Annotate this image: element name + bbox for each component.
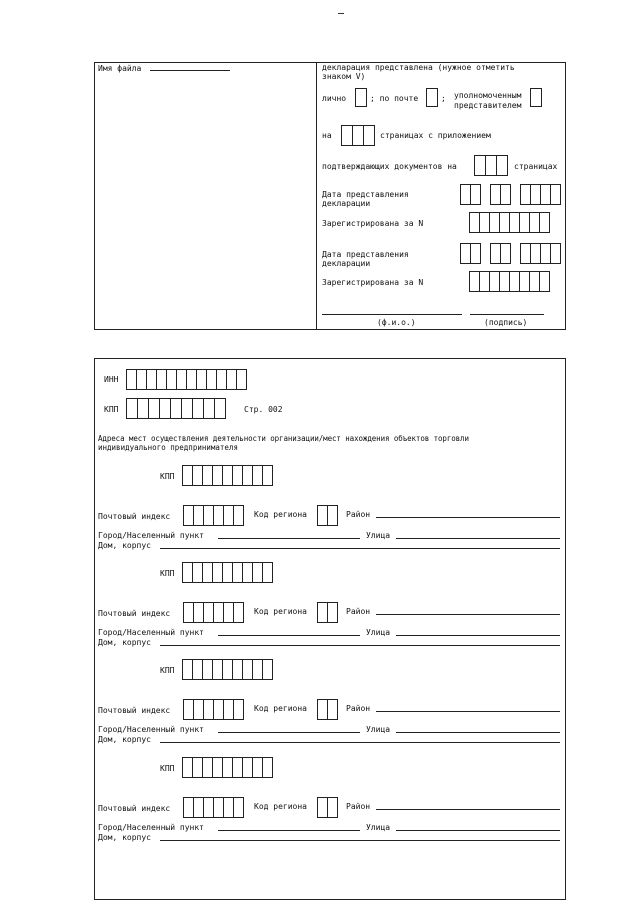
region-code-boxes[interactable]	[317, 505, 338, 526]
city-label: Город/Населенный пункт	[98, 628, 204, 637]
city-field[interactable]	[218, 830, 360, 831]
filename-label: Имя файла	[98, 64, 142, 73]
block-kpp-boxes-cell[interactable]	[262, 465, 273, 486]
district-label: Район	[346, 510, 371, 519]
city-field[interactable]	[218, 732, 360, 733]
reg-number-boxes-2[interactable]	[469, 271, 550, 292]
po-pochte-label: ; по почте	[370, 94, 419, 103]
district-label: Район	[346, 607, 371, 616]
region-code-boxes-cell[interactable]	[327, 505, 338, 526]
street-label: Улица	[366, 531, 391, 540]
house-label: Дом, корпус	[98, 638, 151, 647]
reg-number-boxes-1[interactable]	[469, 212, 550, 233]
block-kpp-boxes[interactable]	[182, 465, 273, 486]
confirm-docs-label: подтверждающих документов на	[322, 162, 457, 171]
block-kpp-boxes[interactable]	[182, 659, 273, 680]
fio-field[interactable]	[322, 314, 462, 315]
docs-pages-boxes[interactable]	[474, 155, 508, 176]
signature-field[interactable]	[470, 314, 544, 315]
postal-index-label: Почтовый индекс	[98, 804, 171, 813]
house-field[interactable]	[160, 548, 560, 549]
region-code-boxes-cell[interactable]	[327, 602, 338, 623]
district-field[interactable]	[376, 517, 560, 518]
street-field[interactable]	[396, 635, 560, 636]
lichno-label: лично	[322, 94, 347, 103]
representative-checkbox[interactable]	[530, 88, 542, 107]
registration-divider	[316, 62, 317, 330]
region-code-boxes-cell[interactable]	[327, 699, 338, 720]
postal-index-boxes-cell[interactable]	[233, 602, 244, 623]
house-field[interactable]	[160, 840, 560, 841]
postal-index-boxes[interactable]	[183, 602, 244, 623]
date-label-1b: декларации	[322, 199, 371, 208]
street-label: Улица	[366, 725, 391, 734]
date-label-2b: декларации	[322, 259, 371, 268]
block-kpp-boxes-cell[interactable]	[262, 659, 273, 680]
date-year-boxes-1[interactable]	[520, 184, 561, 205]
block-kpp-boxes-cell[interactable]	[262, 757, 273, 778]
district-field[interactable]	[376, 614, 560, 615]
date-label-2a: Дата представления	[322, 250, 409, 259]
date-month-boxes-2[interactable]	[490, 243, 511, 264]
region-code-label: Код региона	[254, 607, 307, 616]
date-label-1a: Дата представления	[322, 190, 409, 199]
postal-index-boxes[interactable]	[183, 797, 244, 818]
block-kpp-boxes[interactable]	[182, 562, 273, 583]
postal-index-boxes[interactable]	[183, 699, 244, 720]
postal-index-label: Почтовый индекс	[98, 706, 171, 715]
address-heading-1: Адреса мест осуществления деятельности организации/мест нахождения объектов торговли	[98, 434, 469, 443]
inn-label: ИНН	[104, 375, 119, 384]
street-field[interactable]	[396, 830, 560, 831]
city-label: Город/Населенный пункт	[98, 531, 204, 540]
district-label: Район	[346, 704, 371, 713]
signature-caption: (подпись)	[484, 318, 528, 327]
region-code-boxes-cell[interactable]	[327, 797, 338, 818]
region-code-label: Код региона	[254, 704, 307, 713]
region-code-label: Код региона	[254, 510, 307, 519]
inn-boxes[interactable]	[126, 369, 247, 390]
date-month-boxes-1[interactable]	[490, 184, 511, 205]
filename-field[interactable]	[150, 70, 230, 71]
region-code-boxes[interactable]	[317, 699, 338, 720]
upoln-label-2: представителем	[454, 101, 522, 110]
postal-index-boxes-cell[interactable]	[233, 505, 244, 526]
district-field[interactable]	[376, 711, 560, 712]
house-field[interactable]	[160, 645, 560, 646]
city-label: Город/Населенный пункт	[98, 823, 204, 832]
house-field[interactable]	[160, 742, 560, 743]
postal-index-label: Почтовый индекс	[98, 609, 171, 618]
kpp-boxes[interactable]	[126, 398, 226, 419]
upoln-label-1: уполномоченным	[454, 91, 522, 100]
house-label: Дом, корпус	[98, 541, 151, 550]
city-label: Город/Населенный пункт	[98, 725, 204, 734]
pages-count-boxes[interactable]	[341, 125, 375, 146]
reg-label-1: Зарегистрирована за N	[322, 219, 424, 228]
region-code-boxes[interactable]	[317, 797, 338, 818]
kpp-label: КПП	[104, 405, 119, 414]
page-number: Стр. 002	[244, 405, 283, 414]
page-top-mark	[338, 13, 344, 14]
pages-with-app-label: страницах с приложением	[380, 131, 491, 140]
block-kpp-label: КПП	[160, 764, 175, 773]
region-code-boxes[interactable]	[317, 602, 338, 623]
block-kpp-label: КПП	[160, 472, 175, 481]
postal-index-boxes-cell[interactable]	[233, 699, 244, 720]
postal-index-label: Почтовый индекс	[98, 512, 171, 521]
decl-text-1: декларация представлена (нужное отметить	[322, 63, 515, 72]
postal-index-boxes-cell[interactable]	[233, 797, 244, 818]
block-kpp-label: КПП	[160, 569, 175, 578]
street-field[interactable]	[396, 732, 560, 733]
block-kpp-label: КПП	[160, 666, 175, 675]
reg-label-2: Зарегистрирована за N	[322, 278, 424, 287]
decl-text-2: знаком V)	[322, 72, 366, 81]
date-year-boxes-2[interactable]	[520, 243, 561, 264]
postal-index-boxes[interactable]	[183, 505, 244, 526]
house-label: Дом, корпус	[98, 735, 151, 744]
fio-caption: (ф.и.о.)	[377, 318, 416, 327]
date-day-boxes-2[interactable]	[460, 243, 481, 264]
region-code-label: Код региона	[254, 802, 307, 811]
street-field[interactable]	[396, 538, 560, 539]
district-field[interactable]	[376, 809, 560, 810]
block-kpp-boxes[interactable]	[182, 757, 273, 778]
street-label: Улица	[366, 823, 391, 832]
date-day-boxes-1[interactable]	[460, 184, 481, 205]
city-field[interactable]	[218, 635, 360, 636]
block-kpp-boxes-cell[interactable]	[262, 562, 273, 583]
house-label: Дом, корпус	[98, 833, 151, 842]
semicolon: ;	[441, 94, 446, 103]
pages-label: страницах	[514, 162, 558, 171]
address-heading-2: индивидуального предпринимателя	[98, 443, 238, 452]
city-field[interactable]	[218, 538, 360, 539]
district-label: Район	[346, 802, 371, 811]
street-label: Улица	[366, 628, 391, 637]
lichno-checkbox[interactable]	[355, 88, 367, 107]
post-checkbox[interactable]	[426, 88, 438, 107]
na-label: на	[322, 131, 332, 140]
